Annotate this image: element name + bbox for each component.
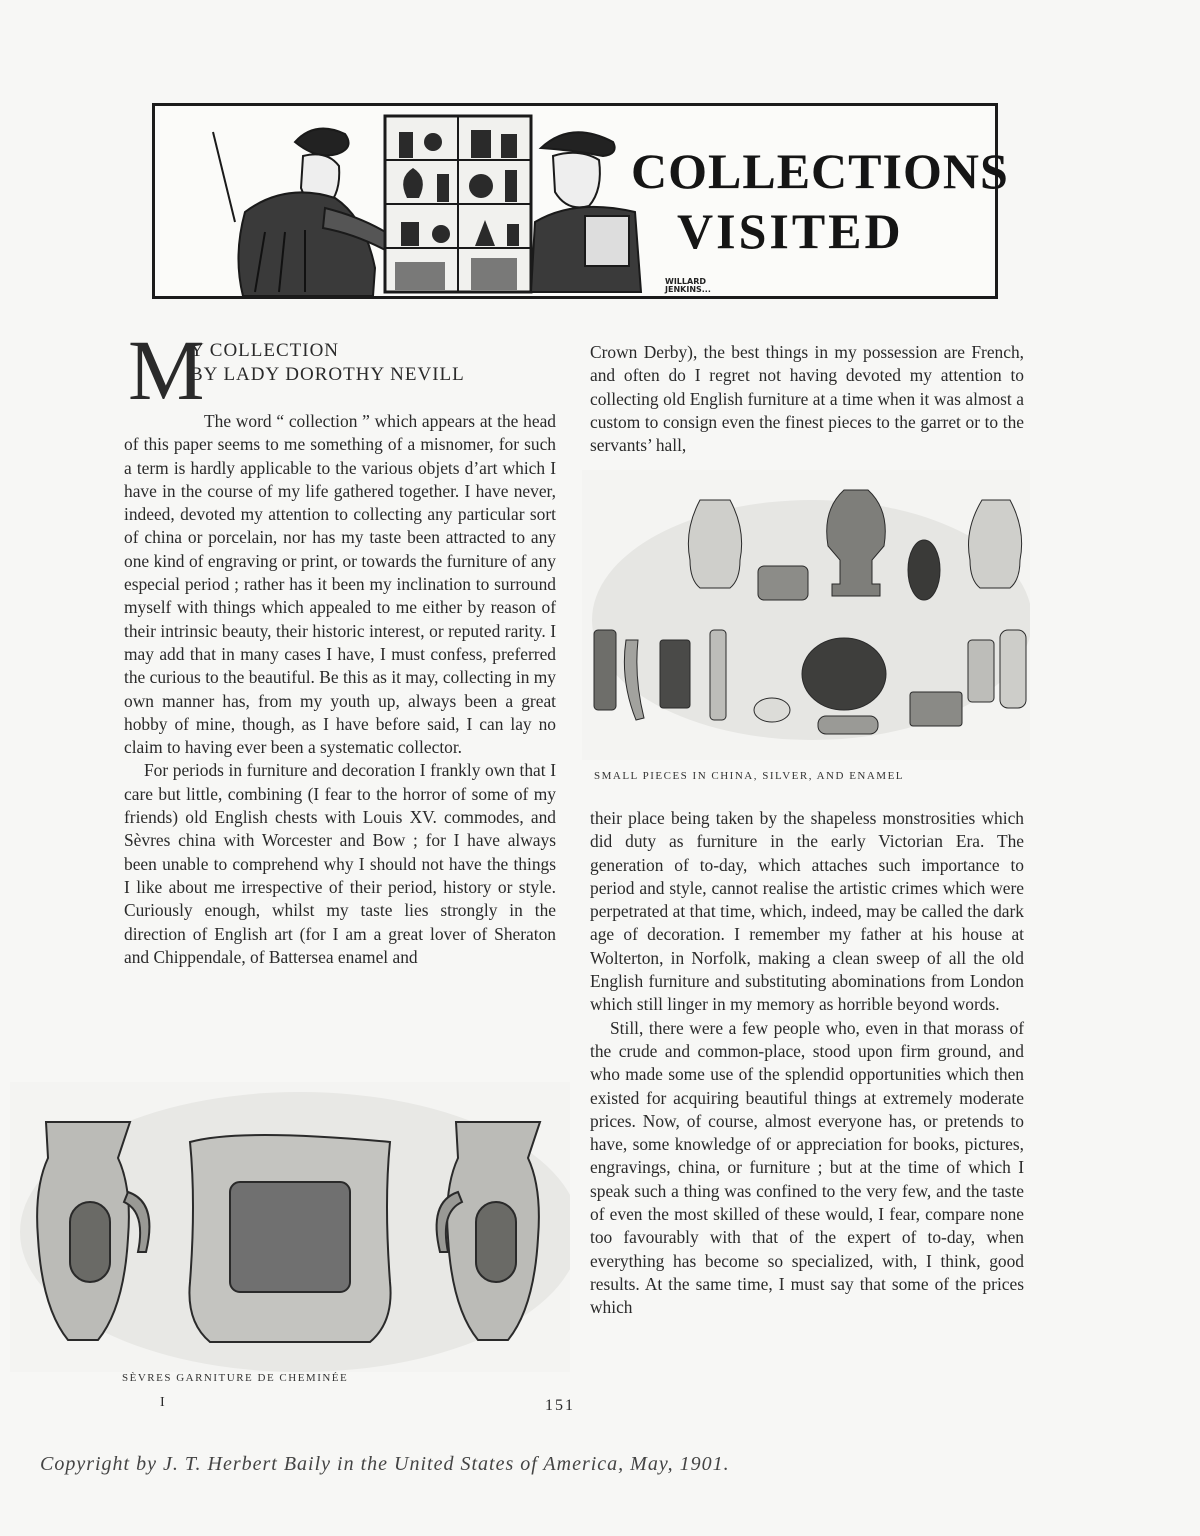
banner-title-visited: VISITED: [677, 203, 904, 259]
paragraph: For periods in furniture and decoration I frankly own that I care but little, combining (I fear to the horror of some of my friends) old English chests with Louis XV. commodes, and Sèvres china with Worcester and Bow ; for I have always been unable to comprehend why I should not have the things I like about me irrespective of their period, history or style. Curiously enough, whilst my taste lies strongly in the direction of English art (for I am a great lover of Sheraton and Chippendale, of Battersea enamel and: [124, 760, 556, 967]
right-column-top: [590, 341, 1024, 457]
left-column: [124, 410, 556, 969]
article-title: Y COLLECTION: [190, 340, 340, 361]
article-byline: BY LADY DOROTHY NEVILL: [190, 364, 465, 385]
sevres-garniture-photo: [10, 1082, 570, 1372]
page-number: 151: [545, 1397, 575, 1414]
banner-title-collections: COLLECTIONS: [631, 143, 1009, 199]
drop-cap: M: [128, 322, 205, 418]
sevres-caption: SÈVRES GARNITURE DE CHEMINÉE: [122, 1372, 349, 1384]
signature-line-2: JENKINS...: [665, 285, 711, 294]
header-banner: [152, 103, 1009, 299]
paragraph: Crown Derby), the best things in my possession are French, and often do I regret not having devoted my attention to collecting old English furniture at a time when it was almost a custom to consign even the finest pieces to the garret or to the servants’ hall,: [590, 342, 1024, 456]
artist-signature: [665, 278, 711, 294]
right-column-bottom: [590, 807, 1024, 1320]
signature-mark: I: [160, 1395, 165, 1410]
paragraph: Still, there were a few people who, even in that morass of the crude and common-place, stood upon firm ground, and who made some use of the splendid opportunities which then existed for acquiring beautiful things at extremely moderate prices. Now, of course, almost everyone has, or pretends to have, some knowledge of or appreciation for books, pictures, engravings, china, or furniture ; but at the time of which I speak such a thing was confined to the very few, and the taste of even the most skilled of these would, I fear, compare none too favourably with that of the expert of to-day, when everything has become so specialized, with, I think, good results. At the same time, I must say that some of the prices which: [590, 1017, 1024, 1318]
copyright-line: Copyright by J. T. Herbert Baily in the United States of America, May, 1901.: [40, 1453, 730, 1475]
paragraph: their place being taken by the shapeless monstrosities which did duty as furniture in the early Victorian Era. The generation of to-day, which attaches such importance to period and style, cannot realise the artistic crimes which were perpetrated at that time, which, indeed, may be called the dark age of decoration. I remember my father at his house at Wolterton, in Norfolk, making a clean sweep of all the old English furniture and substituting abominations from London which still linger in my memory as horrible beyond words.: [590, 808, 1024, 1015]
banner-illustration: [175, 112, 645, 296]
small-pieces-caption: SMALL PIECES IN CHINA, SILVER, AND ENAMEL: [594, 770, 905, 782]
signature-line-1: WILLARD: [665, 277, 706, 286]
small-pieces-photo: [582, 470, 1030, 760]
paragraph: The word “ collection ” which appears at the head of this paper seems to me something of a misnomer, for such a term is hardly applicable to the various objets d’art which I have in the course of my life gathered together. I have never, indeed, devoted my attention to collecting any particular sort of china or porcelain, nor has my taste been attracted to any one kind of engraving or print, or towards the furniture of any especial period ; rather has it been my inclination to surround myself with things which appealed to me either by reason of their intrinsic beauty, their historic interest, or reputed rarity. I may add that in many cases I have, I must confess, preferred the curious to the beautiful. Be this as it may, collecting in my own manner has, from my youth up, always been a great hobby of mine, though, as I have before said, I can lay no claim to having ever been a systematic collector.: [124, 411, 556, 758]
